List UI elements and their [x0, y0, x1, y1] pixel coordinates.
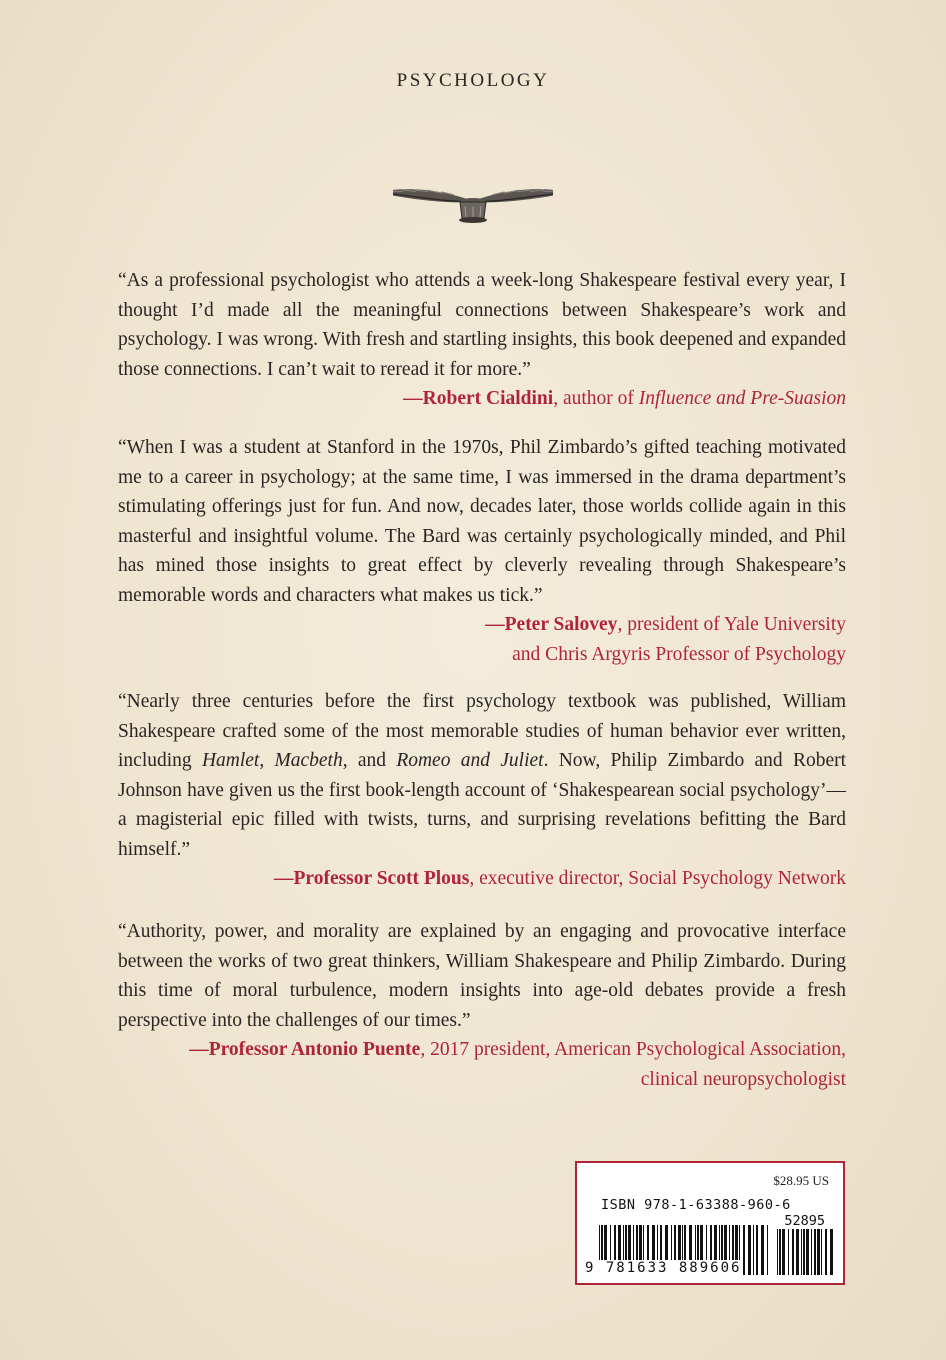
blurb-3-name: —Professor Scott Plous [273, 868, 470, 889]
blurb-4-role: , 2017 president, American Psychological Association, [420, 1039, 846, 1060]
blurb-3-title-romeo: Romeo and Juliet [396, 750, 544, 771]
price-label: $28.95 US [773, 1173, 829, 1188]
blurb-3-sep1: , [259, 750, 275, 771]
blurb-3 [118, 687, 846, 894]
blurb-2-attribution [118, 610, 846, 640]
blurb-3-attribution [118, 864, 846, 894]
blurb-1-work: Influence and Pre-Suasion [638, 388, 846, 409]
blurb-3-sep2: , and [342, 750, 397, 771]
category-label: PSYCHOLOGY [396, 70, 550, 91]
blurb-3-text [118, 687, 846, 864]
blurb-3-text-a: “Nearly three centuries before the first psychology textbook was published, William Shakespeare crafted some of the most memorable studies of human behavior ever written, including [118, 691, 846, 771]
price-barcode-icon [777, 1229, 833, 1275]
blurb-3-title-hamlet: Hamlet [201, 750, 260, 771]
blurb-4-name: —Professor Antonio Puente [189, 1039, 421, 1060]
blurb-4-text: “Authority, power, and morality are explained by an engaging and provocative interface between the works of two great thinkers, William Shakespeare and Philip Zimbardo. During this time of moral turbulence, modern insights into age-old debates provide a fresh perspective into the challenges of our times.” [118, 921, 846, 1031]
blurb-2-role: , president of Yale University [617, 614, 846, 635]
crossed-quills-inkwell-icon [393, 120, 553, 230]
blurb-3-title-macbeth: Macbeth [274, 750, 343, 771]
blurb-4-attribution [118, 1035, 846, 1065]
blurb-4 [118, 917, 846, 1094]
blurb-1-attribution [118, 384, 846, 414]
blurb-1-name: —Robert Cialdini [403, 388, 554, 409]
blurb-1-role: , author of [553, 388, 639, 409]
blurb-3-text-b: . Now, Philip Zimbardo and Robert Johnson have given us the first book-length account of ‘Shakespearean social psychology’—a magisterial epic filled with twists, turns, and surprising revelations befitting the Bard himself.” [118, 750, 847, 860]
blurb-2-role-line2: and Chris Argyris Professor of Psychology [512, 643, 846, 665]
blurb-2 [118, 433, 846, 669]
price-code-label: 52895 [784, 1213, 825, 1229]
blurb-2-text: “When I was a student at Stanford in the 1970s, Phil Zimbardo’s gifted teaching motivated me to a career in psychology; at the same time, I was immersed in the drama department’s stimulating offerings just for fun. And now, decades later, those worlds collide again in this masterful and insightful volume. The Bard was certainly psychologically minded, and Phil has mined those insights to great effect by cleverly revealing through Shakespeare’s memorable words and characters what makes us tick.” [118, 437, 846, 606]
barcode-box [575, 1161, 845, 1285]
blurb-3-role: , executive director, Social Psychology Network [469, 868, 846, 889]
isbn-label: ISBN 978-1-63388-960-6 [601, 1197, 791, 1213]
blurb-2-name: —Peter Salovey [485, 614, 618, 635]
blurb-1 [118, 266, 846, 414]
ean-digits: 9 781633 889606 [585, 1260, 742, 1276]
blurb-4-role-line2: clinical neuropsychologist [640, 1068, 846, 1090]
blurb-1-text: “As a professional psychologist who attends a week-long Shakespeare festival every year, I thought I’d made all the meaningful connections between Shakespeare’s work and psychology. I was wrong. With fresh and startling insights, this book deepened and expanded those connections. I can’t wait to reread it for more.” [118, 270, 846, 380]
